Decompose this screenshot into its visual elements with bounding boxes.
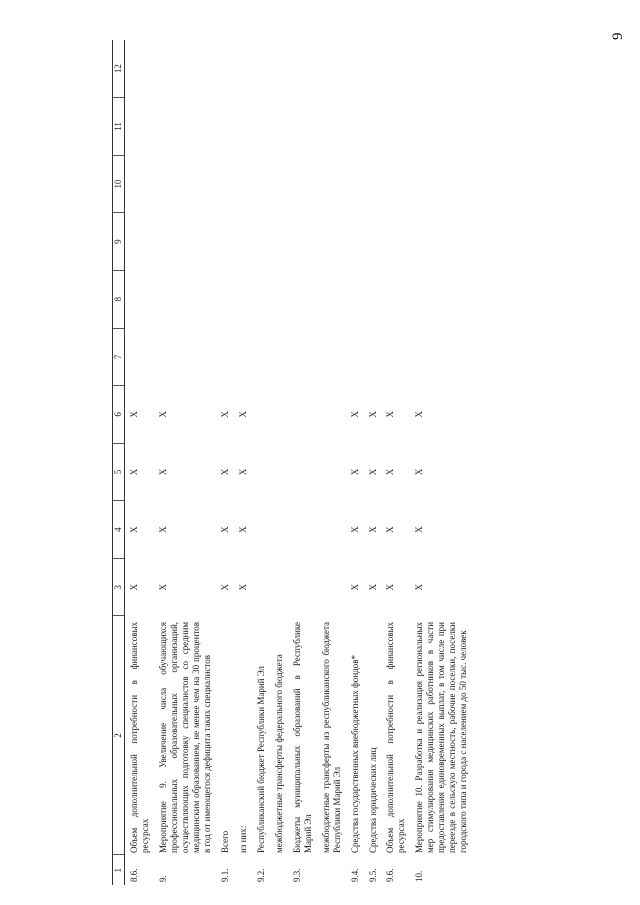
row-number: 9.2. [255, 868, 266, 882]
row-cell-col-11 [288, 98, 317, 156]
row-cell-col-12 [288, 40, 317, 98]
row-cell-col-3: X [367, 583, 378, 591]
row-cell-col-4: X [219, 526, 230, 533]
row-cell-col-7 [216, 328, 234, 386]
row-cell-col-5 [270, 443, 288, 501]
row-cell-col-5: X [157, 468, 168, 476]
column-number-11: 11 [113, 98, 125, 156]
row-cell-col-6 [288, 386, 317, 444]
row-cell-col-6: X [237, 411, 248, 418]
row-cell-col-9 [288, 213, 317, 271]
row-cell-col-6: X [414, 411, 425, 418]
row-cell-col-4 [270, 501, 288, 559]
row-cell-col-5 [288, 443, 317, 501]
row-cell-col-4 [288, 501, 317, 559]
row-cell-col-8 [270, 270, 288, 328]
table-row [364, 40, 382, 885]
row-description: Объем дополнительной потребности в финансовых ресурсах [385, 621, 407, 853]
row-cell-col-12 [154, 40, 216, 98]
row-cell-col-10 [317, 155, 346, 213]
row-cell-col-10 [410, 155, 472, 213]
row-cell-col-10 [216, 155, 234, 213]
row-number: 9.6. [385, 868, 396, 882]
row-cell-col-7 [125, 328, 154, 386]
column-number-12: 12 [113, 40, 125, 98]
row-cell-col-5: X [237, 468, 248, 476]
row-cell-col-11 [216, 98, 234, 156]
row-number [234, 855, 252, 885]
row-description: из них: [237, 825, 248, 853]
row-cell-col-5: X [129, 468, 139, 476]
row-cell-col-10 [381, 155, 410, 213]
row-cell-col-11 [410, 98, 472, 156]
row-cell-col-5: X [367, 468, 378, 476]
row-cell-col-12 [234, 40, 252, 98]
row-description: Республиканский бюджет Республики Марий Эл [255, 665, 266, 853]
row-description: Мероприятие 9. Увеличение числа обучающихся профессиональных образовательных организаций, осуществляющих подготовку специалистов со средним медицинским образованием, не менее чем на 30 процентов в год от имеющегося дефицита таких специалистов [157, 621, 212, 853]
row-cell-col-3: X [414, 583, 425, 591]
row-cell-col-6: X [157, 411, 168, 418]
row-cell-col-8 [154, 270, 216, 328]
row-number: 9.4. [349, 868, 360, 882]
row-number: 9.5. [367, 868, 378, 882]
row-cell-col-9 [381, 213, 410, 271]
row-cell-col-3 [252, 558, 270, 616]
table-row [410, 40, 472, 885]
row-number: 9. [157, 875, 168, 882]
column-number-2: 2 [113, 616, 125, 855]
row-cell-col-12 [125, 40, 154, 98]
table-row [346, 40, 364, 885]
row-description: Всего [219, 830, 230, 853]
row-cell-col-4: X [349, 526, 360, 533]
row-description: Бюджеты муниципальных образований в Республике Марий Эл [291, 621, 313, 853]
column-number-9: 9 [113, 213, 125, 271]
row-cell-col-3: X [129, 583, 139, 591]
row-cell-col-10 [252, 155, 270, 213]
row-cell-col-10 [154, 155, 216, 213]
row-cell-col-3: X [237, 583, 248, 591]
row-cell-col-3: X [157, 583, 168, 591]
row-cell-col-5: X [385, 468, 396, 476]
row-cell-col-9 [410, 213, 472, 271]
row-number: 8.6. [129, 868, 139, 882]
column-number-1: 1 [113, 855, 125, 885]
row-cell-col-11 [234, 98, 252, 156]
row-cell-col-7 [381, 328, 410, 386]
row-cell-col-3 [317, 558, 346, 616]
row-cell-col-8 [381, 270, 410, 328]
row-cell-col-4: X [237, 526, 248, 533]
row-cell-col-10 [234, 155, 252, 213]
row-cell-col-10 [364, 155, 382, 213]
row-number [317, 855, 346, 885]
row-cell-col-10 [288, 155, 317, 213]
row-cell-col-3 [288, 558, 317, 616]
column-number-6: 6 [113, 386, 125, 444]
row-cell-col-9 [252, 213, 270, 271]
row-cell-col-5: X [414, 468, 425, 476]
row-cell-col-6: X [129, 411, 139, 418]
table-row [154, 40, 216, 885]
row-cell-col-12 [216, 40, 234, 98]
row-cell-col-7 [346, 328, 364, 386]
row-cell-col-4: X [129, 526, 139, 533]
row-cell-col-11 [270, 98, 288, 156]
row-cell-col-4: X [385, 526, 396, 533]
row-number: 9.1. [219, 868, 230, 882]
row-number [270, 855, 288, 885]
column-number-4: 4 [113, 501, 125, 559]
row-cell-col-10 [270, 155, 288, 213]
column-number-8: 8 [113, 270, 125, 328]
row-cell-col-11 [317, 98, 346, 156]
row-cell-col-12 [381, 40, 410, 98]
column-number-10: 10 [113, 155, 125, 213]
row-cell-col-6: X [349, 411, 360, 418]
row-cell-col-3: X [385, 583, 396, 591]
row-cell-col-11 [346, 98, 364, 156]
row-cell-col-9 [125, 213, 154, 271]
table-row [234, 40, 252, 885]
row-cell-col-11 [381, 98, 410, 156]
row-cell-col-8 [288, 270, 317, 328]
table-row [288, 40, 317, 885]
row-cell-col-4: X [157, 526, 168, 533]
row-cell-col-12 [270, 40, 288, 98]
row-cell-col-6: X [367, 411, 378, 418]
row-cell-col-6: X [385, 411, 396, 418]
row-cell-col-6 [252, 386, 270, 444]
row-cell-col-8 [125, 270, 154, 328]
row-cell-col-7 [288, 328, 317, 386]
row-cell-col-8 [364, 270, 382, 328]
row-cell-col-11 [154, 98, 216, 156]
table-body [125, 40, 473, 885]
row-cell-col-7 [252, 328, 270, 386]
rotated-table-frame [112, 40, 512, 885]
row-cell-col-8 [234, 270, 252, 328]
column-number-3: 3 [113, 558, 125, 616]
row-number: 10. [414, 870, 425, 882]
row-cell-col-8 [410, 270, 472, 328]
row-cell-col-12 [410, 40, 472, 98]
row-cell-col-9 [270, 213, 288, 271]
row-cell-col-7 [154, 328, 216, 386]
row-cell-col-12 [317, 40, 346, 98]
row-cell-col-5: X [219, 468, 230, 476]
row-cell-col-11 [364, 98, 382, 156]
row-cell-col-8 [216, 270, 234, 328]
row-description: Средства юридических лиц [367, 747, 378, 853]
row-cell-col-9 [317, 213, 346, 271]
row-description: Мероприятие 10. Разработка и реализация региональных мер стимулирования медицинских работников в части предоставления единовременных выплат, в том числе при переезде в сельскую местность, рабочие поселки, поселки городского типа и города с населением до 50 тыс. человек [414, 621, 469, 853]
row-cell-col-9 [234, 213, 252, 271]
row-cell-col-9 [154, 213, 216, 271]
row-cell-col-10 [125, 155, 154, 213]
row-description: Средства государственных внебюджетных фондов* [349, 655, 360, 853]
row-cell-col-12 [252, 40, 270, 98]
table-row [125, 40, 154, 885]
row-cell-col-7 [270, 328, 288, 386]
table-row [381, 40, 410, 885]
row-cell-col-7 [410, 328, 472, 386]
row-cell-col-8 [346, 270, 364, 328]
row-cell-col-4 [317, 501, 346, 559]
row-cell-col-3: X [349, 583, 360, 591]
row-cell-col-9 [346, 213, 364, 271]
row-cell-col-3 [270, 558, 288, 616]
row-cell-col-8 [252, 270, 270, 328]
page-number: 9 [610, 32, 626, 40]
row-cell-col-11 [125, 98, 154, 156]
row-cell-col-7 [234, 328, 252, 386]
row-number: 9.3. [291, 868, 302, 882]
table-row [216, 40, 234, 885]
row-cell-col-9 [364, 213, 382, 271]
row-cell-col-9 [216, 213, 234, 271]
row-cell-col-12 [346, 40, 364, 98]
row-cell-col-4: X [414, 526, 425, 533]
row-cell-col-6 [317, 386, 346, 444]
row-cell-col-10 [346, 155, 364, 213]
table-row [270, 40, 288, 885]
row-cell-col-4: X [367, 526, 378, 533]
row-cell-col-5: X [349, 468, 360, 476]
column-number-7: 7 [113, 328, 125, 386]
row-cell-col-6 [270, 386, 288, 444]
row-description: межбюджетные трансферты из республиканского бюджета Республики Марий Эл [320, 621, 342, 853]
row-cell-col-4 [252, 501, 270, 559]
table-row [317, 40, 346, 885]
row-cell-col-5 [317, 443, 346, 501]
column-number-row [113, 40, 125, 885]
row-description: межбюджетные трансферты федерального бюджета [273, 654, 284, 853]
row-description: Объем дополнительной потребности в финансовых ресурсах [129, 621, 150, 853]
row-cell-col-5 [252, 443, 270, 501]
row-cell-col-7 [364, 328, 382, 386]
row-cell-col-8 [317, 270, 346, 328]
row-cell-col-3: X [219, 583, 230, 591]
row-cell-col-11 [252, 98, 270, 156]
row-cell-col-12 [364, 40, 382, 98]
column-number-5: 5 [113, 443, 125, 501]
financing-table [112, 40, 472, 885]
table-row [252, 40, 270, 885]
row-cell-col-6: X [219, 411, 230, 418]
row-cell-col-7 [317, 328, 346, 386]
